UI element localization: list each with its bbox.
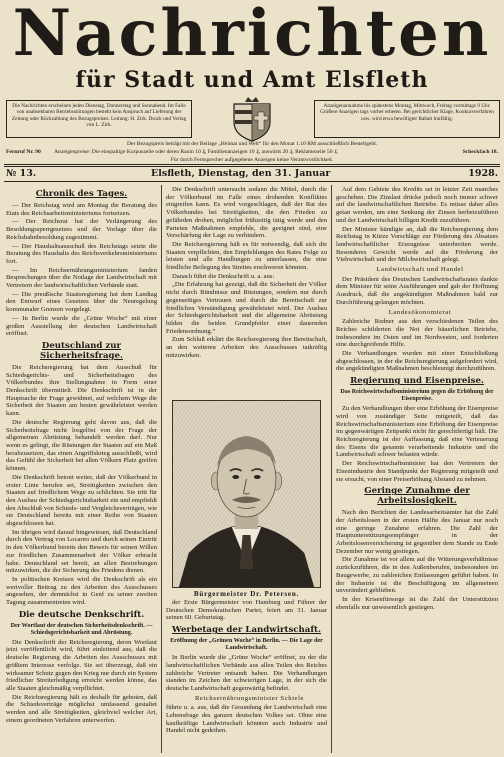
phone-disclaimer: Für durch Fernsprecher aufgegebene Anzeigen keine Verantwortlichkeit. <box>170 157 334 163</box>
article-paragraph: Auf dem Gebiete des Kredits sei in letzter Zeit manches geschehen. Die Zinslast drücke jedoch noch immer schwer auf die landwirtschaftlichen Betriebe. Es müsse daher alles getan werden, um eine Senkung der Zinsen herbeizuführen und der Landwirtschaft billigen Kredit zuzuführen. <box>336 186 498 224</box>
masthead-title: Nachrichten <box>12 2 492 68</box>
dateline-row <box>6 168 498 181</box>
article-paragraph: führte u. a. aus, daß die Gesundung der Landwirtschaft eine Lebensfrage des ganzen deutschen Volkes sei. Ohne eine kaufkräftige Landwirtschaft könnten auch Industrie und Handel nicht gedeihen. <box>166 704 327 735</box>
issue-year: 1928. <box>468 168 498 179</box>
article-paragraph: Im übrigen wird darauf hingewiesen, daß Deutschland durch den Vertrag von Locarno und durch seinen Eintritt in den Völkerbund bereits den Beweis für seinen Willen zur friedlichen Zusammenarbeit der Völker erbracht habe. Deutschland sei bereit, an allen Bestrebungen mitzuwirken, die der Sicherung des Friedens dienen. <box>6 528 157 575</box>
article-paragraph: Die Denkschrift der Reichsregierung, deren Wortlaut jetzt veröffentlicht wird, führt einleitend aus, daß die deutsche Regierung die Arbeiten des Ausschusses mit größtem Interesse verfolge. Sie sei überzeugt, daß ein wirksamer Schutz gegen den Krieg nur durch ein System friedlicher Streiterledigung erreicht werden könne, das alle Staaten gleichmäßig verpflichtet. <box>6 638 157 692</box>
article-heading-werbetage: Werbetage der Landwirtschaft. <box>172 625 321 636</box>
article-subheading: Landesökonomierat <box>388 308 452 316</box>
subscription-price-line: Der Bezugspreis beträgt mit der Beilage „Heimat und Welt“ für den Monat 1.10 RM ausschließlich Bestellgeld. <box>126 141 377 147</box>
article-heading-chronik: Chronik des Tages. <box>35 189 128 199</box>
article-paragraph: In der Krisenfürsorge ist die Zahl der Unterstützten ebenfalls nur unwesentlich gestiegen. <box>336 595 498 611</box>
article-subhead: Der Wortlaut der deutschen Sicherheitsdenkschrift. — Schiedsgerichtsbarkeit und Abrüstung. <box>10 622 153 636</box>
column-1 <box>6 186 157 752</box>
article-heading-sicherheitsfrage: Deutschland zur Sicherheitsfrage. <box>40 340 123 361</box>
price-row <box>6 149 498 156</box>
article-heading-denkschrift: Die deutsche Denkschrift. <box>18 609 145 620</box>
article-paragraph: In politischen Kreisen wird die Denkschrift als ein wertvoller Beitrag zu den Arbeiten des Ausschusses angesehen, der demnächst in Genf zu seiner zweiten Tagung zusammentreten wird. <box>6 575 157 607</box>
article-heading-arbeitslosigkeit: Geringe Zunahme der Arbeitslosigkeit. <box>364 486 470 507</box>
article-paragraph: Zu den Verhandlungen über eine Erhöhung der Eisenpreise wird von zuständiger Seite mitgeteilt, daß das Reichswirtschaftsministerium eine Erhöhung der Eisenpreise im gegenwärtigen Zeitpunkt nicht für gerechtfertigt hält. Die Reichsregierung ist der Auffassung, daß eine Verteuerung des Eisens die gesamte verarbeitende Industrie und die Landwirtschaft schwer belasten würde. <box>336 405 498 459</box>
article-paragraph: Die Reichsregierung hat dem Ausschuß für Schiedsgerichts- und Sicherheitsfragen des Völkerbundes ihre Stellungnahme in Form einer Denkschrift übermittelt. Die Denkschrift ist in der Hauptsache der Frage gewidmet, auf welchem Wege die Sicherheit der Staaten am besten gewährleistet werden kann. <box>6 363 157 418</box>
article-subhead: Eröffnung der „Grünen Woche“ in Berlin. — Die Lage der Landwirtschaft. <box>170 638 323 652</box>
portrait-image <box>172 400 321 588</box>
publication-info-box: Die Nachrichten erscheinen jeden Dienstag, Donnerstag und Sonnabend. Im Falle von unabsehbaren Betriebsstörungen besteht kein Anspruch auf Lieferung der Zeitung oder Rückzahlung des Bezugspreises. Leitung: H. Zirk. Druck und Verlag von L. Zirk. <box>6 100 192 138</box>
header-rule <box>4 164 500 167</box>
column-divider <box>161 185 162 753</box>
article-paragraph: Die Denkschrift untersucht sodann die Mittel, durch die der Völkerbund im Falle eines drohenden Konfliktes eingreifen kann. Es wird vorgeschlagen, daß der Rat des Völkerbundes bei Streitigkeiten, die den Frieden zu gefährden drohen, möglichst frühzeitig tätig werde und den Parteien Maßnahmen empfehle, die geeignet sind, eine Verschärfung der Lage zu verhindern. <box>166 186 327 240</box>
chronik-item: — Der Reichsrat hat der Verlängerung des Besoldungssperrgesetzes und der Vorlage über die Reichsbahnbesoldung zugestimmt. <box>6 218 157 241</box>
article-paragraph: Die deutsche Regierung geht davon aus, daß die Sicherheitsfrage nicht losgelöst von der Frage der allgemeinen Abrüstung behandelt werden darf. Nur wenn es gelingt, die Rüstungen der Staaten auf ein Maß herabzusetzen, das einen Angriffskrieg ausschließt, wird das Gefühl der Sicherheit bei allen Völkern Platz greifen können. <box>6 418 157 473</box>
chronik-item: — In Berlin wurde die „Grüne Woche“ mit einer großen Ausstellung der deutschen Landwirtschaft eröffnet. <box>6 314 157 338</box>
article-paragraph: Zahlreiche Redner aus den verschiedenen Teilen des Reiches schilderten die Not der bäuerlichen Betriebe, insbesondere im Osten und im Nordwesten, und forderten eine durchgreifende Hilfe. <box>336 318 498 349</box>
article-paragraph: Der Präsident des Deutschen Landwirtschaftsrates dankte dem Minister für seine Ausführungen und gab der Hoffnung Ausdruck, daß die angekündigten Maßnahmen bald zur Durchführung gelangen möchten. <box>336 275 498 306</box>
article-subheading: Landwirtschaft und Handel <box>376 266 464 274</box>
article-paragraph: In Berlin wurde die „Grüne Woche“ eröffnet, zu der die landwirtschaftlichen Verbände aus allen Teilen des Reiches zahlreiche Vertreter entsandt haben. Die Verhandlungen standen im Zeichen der schwierigen Lage, in der sich die deutsche Landwirtschaft gegenwärtig befindet. <box>166 654 327 692</box>
chronik-item: — Der Reichstag wird am Montag die Beratung des Etats des Reichsarbeitsministeriums fortsetzen. <box>6 202 157 217</box>
article-paragraph: Nach den Berichten der Landesarbeitsämter hat die Zahl der Arbeitslosen in der ersten Hälfte des Januar nur noch eine geringe Zunahme erfahren. Die Zahl der Hauptunterstützungsempfänger in der Arbeitslosenversicherung ist gegenüber dem Stande zu Ende Dezember nur wenig gestiegen. <box>336 509 498 555</box>
article-paragraph: Die Denkschrift betont weiter, daß der Völkerbund in erster Linie berufen sei, Streitigkeiten zwischen den Staaten auf friedlichem Wege zu schlichten. Sie tritt für den Ausbau der Schiedsgerichtsbarkeit ein und empfiehlt den Abschluß von Schieds- und Vergleichsverträgen, wie sie Deutschland bereits mit einer Reihe von Staaten abgeschlossen hat. <box>6 473 157 528</box>
article-paragraph: Der Reichswirtschaftsminister hat den Vertretern der Eisenindustrie den Standpunkt der Regierung mitgeteilt und sie ersucht, von einer Preiserhöhung Abstand zu nehmen. <box>336 460 498 483</box>
coat-of-arms-icon <box>230 96 274 142</box>
article-paragraph: Die Reichsregierung hält es für notwendig, daß sich die Staaten verpflichten, den Empfehlungen des Rates Folge zu leisten und alle Handlungen zu unterlassen, die eine friedliche Beilegung des Streites erschweren könnten. <box>166 240 327 272</box>
ad-prices: Anzeigenpreise: Die einspaltige Korpuszeile oder deren Raum 10 ₰, Familienanzeigen 10 ₰, auswärts 20 ₰, Reklamezeile 50 ₰. <box>54 149 339 155</box>
article-subhead: Das Reichswirtschaftsministerium gegen die Erhöhung der Eisenpreise. <box>340 389 494 403</box>
article-paragraph: Der Minister kündigte an, daß die Reichsregierung dem Reichstag in Kürze Vorschläge zur Förderung des Absatzes landwirtschaftlicher Erzeugnisse unterbreiten werde. Besonderes Gewicht werde auf die Förderung der Viehwirtschaft und der Milchwirtschaft gelegt. <box>336 225 498 264</box>
column-divider <box>331 185 332 753</box>
article-heading-eisenpreise: Regierung und Eisenpreise. <box>350 376 484 387</box>
issue-dateline: Elsfleth, Dienstag, den 31. Januar <box>151 168 331 179</box>
article-paragraph: Zum Schluß erklärt die Reichsregierung ihre Bereitschaft, an den weiteren Arbeiten des Ausschusses tatkräftig mitzuwirken. <box>166 336 327 359</box>
chronik-item: — Im Reichsernährungsministerium fanden Besprechungen über die Notlage der Landwirtschaft mit Vertretern der landwirtschaftlichen Verbände statt. <box>6 266 157 290</box>
article-subheading-minister: Reichsernährungsminister Schiele <box>194 694 305 702</box>
article-paragraph: Die Zunahme ist vor allem auf die Witterungsverhältnisse zurückzuführen, die in den Außenberufen, insbesondere im Baugewerbe, zu zahlreichen Entlassungen geführt haben. In der Industrie ist die Beschäftigung im allgemeinen unverändert geblieben. <box>336 556 498 595</box>
column-3 <box>336 186 498 752</box>
article-paragraph: Die Verhandlungen wurden mit einer Entschließung abgeschlossen, in der die Reichsregierung aufgefordert wird, die angekündigten Maßnahmen beschleunigt durchzuführen. <box>336 350 498 373</box>
advertising-info-box: Anzeigenannahme bis spätestens Montag, Mittwoch, Freitag vormittags 9 Uhr. Größere Anzeigen tags vorher erbeten. Bei gerichtlicher Klage, Konkursverfahren usw. wird etwa bewilligter Rabatt hinfällig. <box>314 100 500 138</box>
article-paragraph: Danach führt die Denkschrift u. a. aus: <box>172 272 275 280</box>
portrait-caption: Bürgermeister Dr. Petersen. <box>193 590 300 598</box>
phone-number: Fernruf Nr. 90 <box>6 149 41 155</box>
chronik-item: — Der Haushaltsausschuß des Reichstags setzte die Beratung des Haushalts des Reichsverkehrsministeriums fort. <box>6 242 157 265</box>
masthead-subtitle: für Stadt und Amt Elsfleth <box>75 67 429 93</box>
portrait-caption-text: der Erste Bürgermeister von Hamburg und Führer der Deutschen Demokratischen Partei, feiert am 31. Januar seinen 60. Geburtstag. <box>166 599 327 622</box>
article-continuation <box>166 186 327 398</box>
dateline-rule <box>4 181 500 182</box>
article-quote: „Die Erfahrung hat gezeigt, daß die Sicherheit der Völker nicht durch Bündnisse und Rüstungen, sondern nur durch gegenseitiges Vertrauen und durch die Bereitschaft zur friedlichen Verständigung gewährleistet wird. Der Ausbau der Schiedsgerichtsbarkeit und die allgemeine Abrüstung bilden die beiden Grundpfeiler einer dauernden Friedensordnung.“ <box>166 281 327 335</box>
chronik-item: — Die preußische Staatsregierung hat dem Landtag den Entwurf eines Gesetzes über die Neuregelung kommunaler Grenzen vorgelegt. <box>6 290 157 314</box>
column-2 <box>166 186 327 752</box>
postbox: Scheckfach 18. <box>462 149 498 155</box>
issue-number: № 13. <box>6 168 37 179</box>
article-paragraph: Die Reichsregierung hält es deshalb für geboten, daß die Schiedsverträge möglichst umfassend gestaltet werden und alle Streitigkeiten, gleichviel welcher Art, einem geordneten Verfahren unterwerfen. <box>6 693 157 724</box>
